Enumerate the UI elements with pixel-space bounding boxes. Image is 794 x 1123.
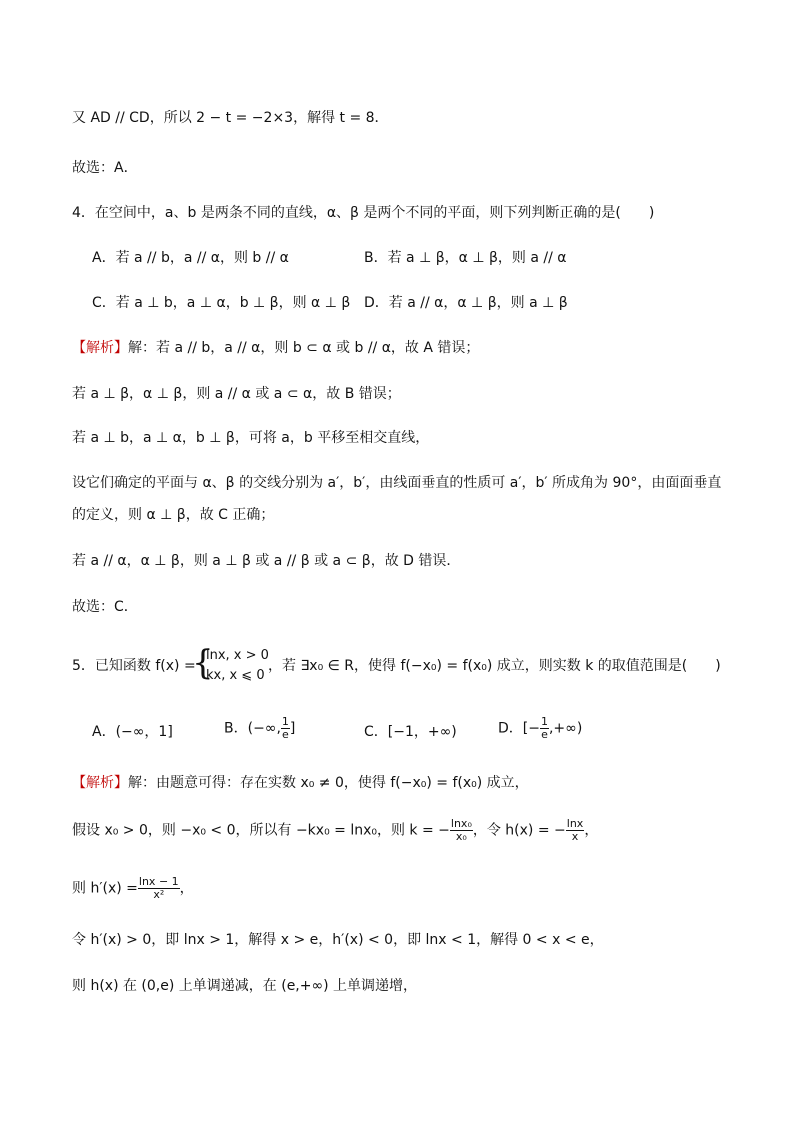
text-line: 又 AD // CD，所以 2 − t = −2×3，解得 t = 8．: [72, 110, 389, 126]
analysis-tag: 【解析】: [72, 340, 128, 356]
solution-5-line: [72, 773, 529, 793]
analysis-tag: 【解析】: [72, 775, 128, 791]
solution-text: 解：若 a // b，a // α，则 b ⊂ α 或 b // α，故 A 错误；: [128, 340, 480, 356]
piecewise-brace: {: [192, 643, 214, 683]
q4-option-c: C．若 a ⊥ b，a ⊥ α，b ⊥ β，则 α ⊥ β: [92, 295, 351, 311]
solution-text: 解：由题意可得：存在实数 x₀ ≠ 0，使得 f(−x₀) = f(x₀) 成立，: [128, 775, 529, 791]
solution-4-line: [72, 338, 479, 358]
question-5-condition: ，若 ∃x₀ ∈ R，使得 f(−x₀) = f(x₀) 成立，则实数 k 的取值范围是( ): [268, 658, 721, 674]
fraction: $\frac{\ln x}{x}$: [566, 817, 584, 843]
solution-5-line: 则 h′(x) = $\frac{\ln x - 1}{\text{x²}}$ ，: [72, 875, 194, 901]
q5-option-c: C．[−1，+∞): [364, 724, 457, 740]
solution-5-line: 则 h(x) 在 (0,e) 上单调递减，在 (e,+∞) 上单调递增，: [72, 978, 418, 994]
q5-option-d: D．[− $\frac{1}{e}$ ,+∞): [498, 715, 583, 741]
function-definition-lhs: 5．已知函数 f(x) =: [72, 658, 196, 674]
solution-4-line: 若 a ⊥ b，a ⊥ α，b ⊥ β，可将 a，b 平移至相交直线，: [72, 430, 430, 446]
q4-option-a: A．若 a // b，a // α，则 b // α: [92, 250, 289, 266]
solution-5-line: 假设 x₀ > 0，则 −x₀ < 0，所以有 −kx₀ = lnx₀，则 k = − $\frac{\text{lnx₀}}{\text{x₀}}$ ，令 h(x) = − $\frac{\ln x}{x}$ ，: [72, 817, 599, 843]
q5-option-b: B．(−∞, $\frac{1}{e}$ ]: [224, 715, 296, 741]
solution-5-line: 令 h′(x) > 0，即 lnx > 1，解得 x > e，h′(x) < 0，即 lnx < 1，解得 0 < x < e，: [72, 932, 604, 948]
q5-option-a: A．(−∞，1]: [92, 724, 173, 740]
piecewise-case-2: kx, x ⩽ 0: [206, 668, 265, 683]
solution-4-line: 若 a // α，α ⊥ β，则 a ⊥ β 或 a // β 或 a ⊂ β，故 D 错误．: [72, 553, 461, 569]
q4-option-d: D．若 a // α，α ⊥ β，则 a ⊥ β: [364, 295, 568, 311]
q4-option-b: B．若 a ⊥ β，α ⊥ β，则 a // α: [364, 250, 567, 266]
solution-4-line: 设它们确定的平面与 α、β 的交线分别为 a′，b′，由线面垂直的性质可 a′，b′ 所成角为 90°，由面面垂直: [72, 475, 722, 491]
question-4-stem: 4．在空间中，a、b 是两条不同的直线，α、β 是两个不同的平面，则下列判断正确的是( ): [72, 205, 655, 221]
solution-4-line: 若 a ⊥ β，α ⊥ β，则 a // α 或 a ⊂ α，故 B 错误；: [72, 386, 401, 402]
solution-4-line: 故选：C．: [72, 599, 138, 615]
text-line: 故选：A．: [72, 160, 138, 176]
solution-4-line: 的定义，则 α ⊥ β，故 C 正确；: [72, 507, 275, 523]
fraction: $\frac{\text{lnx₀}}{\text{x₀}}$: [450, 817, 472, 843]
piecewise-case-1: lnx, x > 0: [206, 648, 269, 663]
fraction: $\frac{\ln x - 1}{\text{x²}}$: [138, 875, 179, 901]
